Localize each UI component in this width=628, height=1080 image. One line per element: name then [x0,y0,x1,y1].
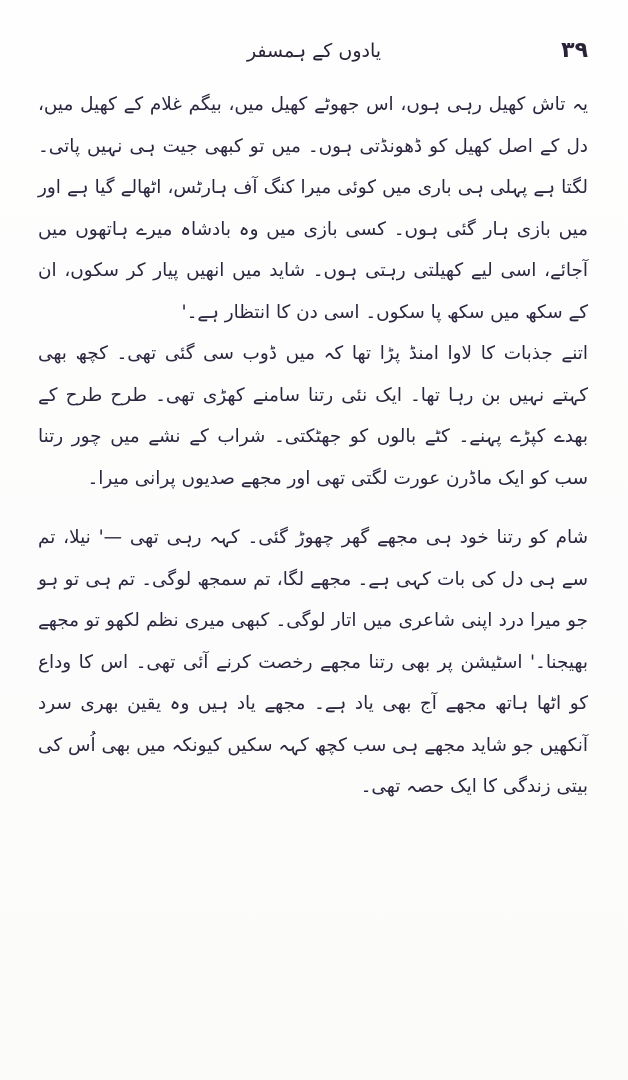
running-title: یادوں کے ہمسفر [246,40,382,62]
paragraph-2: اتنے جذبات کا لاوا امنڈ پڑا تھا کہ میں ڈوب سی گئی تھی۔ کچھ بھی کہتے نہیں بن رہا تھا۔ ایک نئی رتنا سامنے کھڑی تھی۔ طرح طرح کے بھدے کپڑے پہنے۔ کٹے بالوں کو جھٹکتی۔ شراب کے نشے میں چور رتنا سب کو ایک ماڈرن عورت لگتی تھی اور مجھے صدیوں پرانی میرا۔ [38,343,588,489]
page-header [40,38,588,72]
paragraph-3: شام کو رتنا خود ہی مجھے گھر چھوڑ گئی۔ کہہ رہی تھی —' نیلا، تم سے ہی دل کی بات کہی ہے۔ مجھے لگا، تم سمجھ لوگی۔ تم ہی تو ہو جو میرا درد اپنی شاعری میں اتار لوگی۔ کبھی میری نظم لکھو تو مجھے بھیجنا۔' اسٹیشن پر بھی رتنا مجھے رخصت کرنے آئی تھی۔ اس کا وداع کو اٹھا ہاتھ مجھے آج بھی یاد ہے۔ مجھے یاد ہیں وہ یقین بھری سرد آنکھیں جو شاید مجھے ہی سب کچھ کہہ سکیں کیونکہ میں بھی اُس کی بیتی زندگی کا ایک حصہ تھی۔ [38,527,588,797]
body-text [38,84,588,808]
page-number: ۳۹ [561,38,588,63]
paragraph-1: یہ تاش کھیل رہی ہوں، اس جھوٹے کھیل میں، بیگم غلام کے کھیل میں، دل کے اصل کھیل کو ڈھونڈتی ہوں۔ میں تو کبھی جیت ہی نہیں پاتی۔ لگتا ہے پہلی ہی باری میں کوئی میرا کنگ آف ہارٹس، اٹھالے گیا ہے اور میں بازی ہار گئی ہوں۔ کسی بازی میں وہ بادشاہ میرے ہاتھوں میں آجائے، اسی لیے کھیلتی رہتی ہوں۔ شاید میں انھیں پیار کر سکوں، ان کے سکھ میں سکھ پا سکوں۔ اسی دن کا انتظار ہے۔' [38,94,588,323]
